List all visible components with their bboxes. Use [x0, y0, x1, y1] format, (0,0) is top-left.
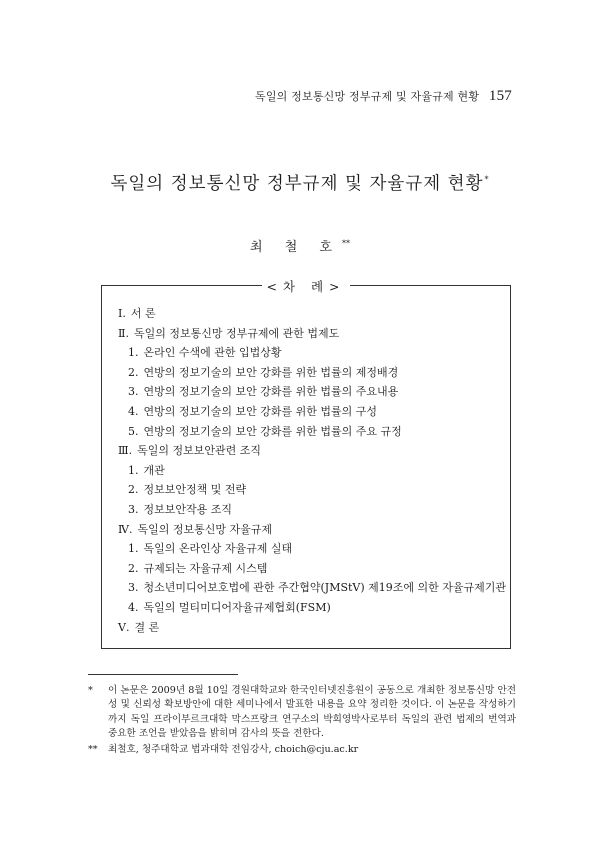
toc-entry-text: 서 론 [130, 307, 156, 320]
toc-entry-text: 독일의 정보통신망 자율규제 [137, 522, 273, 536]
toc-entry-number: 1. [128, 463, 139, 477]
toc-entry[interactable] [118, 402, 503, 422]
toc-entry[interactable] [118, 539, 503, 559]
page-title [0, 170, 600, 195]
toc-entry-number: Ⅰ. [118, 307, 126, 320]
toc-entry[interactable] [118, 520, 503, 540]
toc-entry-text: 독일의 멀티미디어자율규제협회(FSM) [143, 600, 331, 614]
toc-entry-number: Ⅲ. [118, 444, 133, 458]
running-head-text: 독일의 정보통신망 정부규제 및 자율규제 현황 [255, 90, 480, 103]
toc-entry[interactable] [118, 363, 503, 383]
toc-heading [102, 276, 510, 295]
footnote-text: 이 논문은 2009년 8월 10일 경원대학교와 한국인터넷진흥원이 공동으로 개최한 정보통신망 안전성 및 신뢰성 확보방안에 대한 세미나에서 발표한 내용을 요약 정리한 것이다. 이 논문을 작성하기까지 독일 프라이부르크대학 막스프랑크 연구소의 박희영박사로부터 독일의 관련 법제의 번역과 중요한 조언을 받았음을 밝히며 감사의 뜻을 전한다. [108, 685, 516, 740]
toc-entry-text: 청소년미디어보호법에 관한 주간협약(JMStV) 제19조에 의한 자율규제기관 [143, 581, 507, 595]
toc-entry[interactable] [118, 461, 503, 481]
toc-entry-number: 2. [128, 561, 139, 575]
toc-entry-number: 1. [128, 542, 139, 556]
toc-entry-number: 4. [128, 600, 139, 614]
toc-heading-text: <차 례> [262, 279, 349, 294]
toc-entry-number: 2. [128, 483, 139, 497]
toc-entry[interactable] [118, 618, 503, 638]
toc-entry-number: Ⅳ. [118, 522, 133, 536]
toc-list [118, 304, 507, 637]
footnote [88, 743, 516, 757]
footnote [88, 684, 516, 742]
footnote-mark: * [88, 685, 93, 696]
toc-entry-text: 정보보안정책 및 전략 [143, 483, 247, 497]
toc-entry-number: 3. [128, 385, 139, 399]
page-number: 157 [488, 88, 512, 104]
toc-entry[interactable] [118, 480, 503, 500]
toc-entry-text: 연방의 정보기술의 보안 강화를 위한 법률의 구성 [143, 404, 377, 418]
toc-entry[interactable] [118, 324, 503, 344]
toc-entry[interactable] [118, 382, 503, 402]
toc-entry-text: 결 론 [134, 620, 160, 634]
toc-entry-text: 온라인 수색에 관한 입법상황 [143, 346, 282, 360]
toc-entry-text: 연방의 정보기술의 보안 강화를 위한 법률의 주요내용 [143, 385, 399, 399]
author-footnote-marker[interactable]: ** [341, 238, 350, 248]
toc-entry[interactable] [118, 559, 503, 579]
toc-entry-number: 1. [128, 346, 139, 360]
toc-entry[interactable] [118, 422, 503, 442]
toc-entry-text: 규제되는 자율규제 시스템 [143, 561, 268, 575]
toc-entry-number: 3. [128, 502, 139, 516]
toc-entry-number: 5. [128, 424, 139, 438]
author-line [0, 236, 600, 255]
title-text: 독일의 정보통신망 정부규제 및 자율규제 현황 [110, 174, 484, 194]
toc-entry-text: 독일의 정보통신망 정부규제에 관한 법제도 [133, 326, 340, 340]
table-of-contents [101, 279, 511, 649]
footnotes [88, 684, 516, 758]
footnote-text: 최철호, 청주대학교 법과대학 전임강사, choich@cju.ac.kr [108, 743, 359, 755]
toc-entry-number: 3. [128, 581, 139, 595]
footnote-divider [88, 674, 238, 675]
toc-entry-text: 독일의 온라인상 자율규제 실태 [143, 542, 293, 556]
toc-entry-text: 개관 [143, 463, 165, 477]
toc-entry-text: 연방의 정보기술의 보안 강화를 위한 법률의 제정배경 [143, 365, 399, 379]
author-name: 최 철 호 [250, 240, 341, 255]
toc-entry-text: 독일의 정보보안관련 조직 [137, 444, 261, 458]
toc-entry[interactable] [118, 578, 507, 598]
toc-entry-number: 4. [128, 404, 139, 418]
toc-entry[interactable] [118, 304, 503, 324]
toc-entry[interactable] [118, 441, 503, 461]
toc-entry-number: 2. [128, 365, 139, 379]
toc-entry[interactable] [118, 500, 503, 520]
footnote-mark: ** [88, 743, 98, 755]
toc-entry[interactable] [118, 598, 503, 618]
toc-entry-number: Ⅱ. [118, 326, 129, 340]
running-head [255, 88, 512, 105]
toc-entry-text: 연방의 정보기술의 보안 강화를 위한 법률의 주요 규정 [143, 424, 402, 438]
title-footnote-marker[interactable]: * [484, 175, 490, 185]
toc-entry[interactable] [118, 343, 503, 363]
toc-entry-text: 정보보안작용 조직 [143, 502, 233, 516]
toc-entry-number: Ⅴ. [118, 620, 130, 634]
